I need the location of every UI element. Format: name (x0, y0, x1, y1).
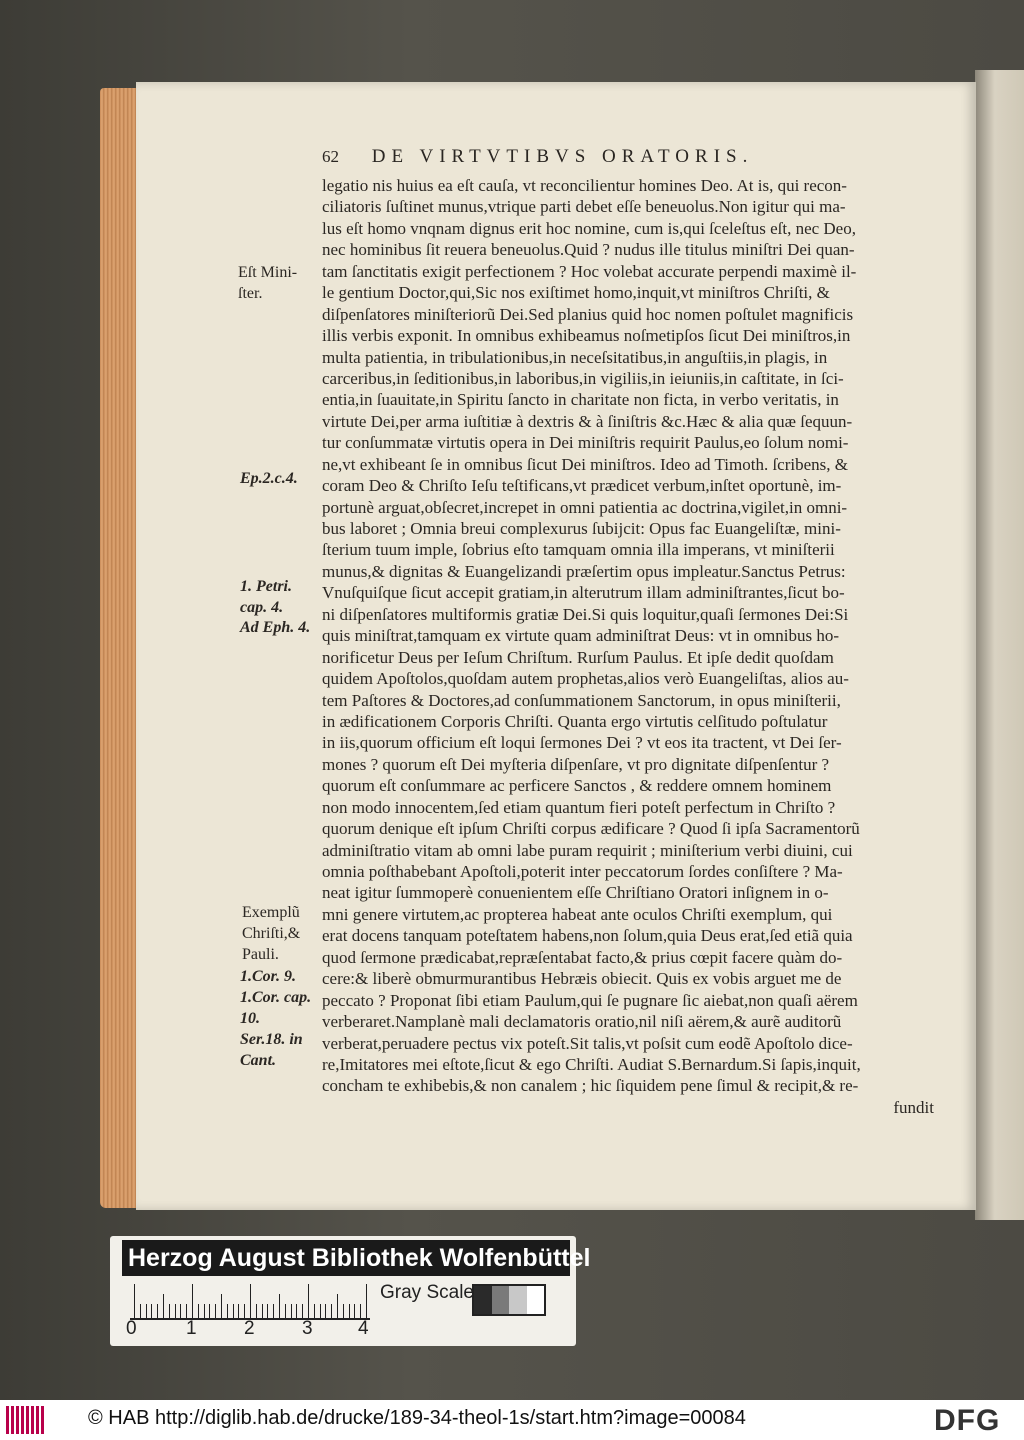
ruler-tick (204, 1304, 205, 1318)
ruler-tick (325, 1304, 326, 1318)
text-line: munus,& dignitas & Euangelizandi præſertim opus impleatur.Sanctus Petrus: (322, 561, 846, 581)
ruler-tick (343, 1304, 344, 1318)
text-line: erat docens tanquam poteſtatem habens,non ſolum,quia Deus erat,ſed etiã quia (322, 926, 853, 946)
ruler-number: 1 (186, 1318, 197, 1339)
ruler-tick (291, 1304, 292, 1318)
text-line: mones ? quorum eſt Dei myſteria diſpenſare, vt pro dignitate diſpenſentur ? (322, 754, 830, 774)
ruler-tick (221, 1294, 222, 1318)
color-calibration-card (110, 1236, 591, 1346)
text-line: quod ſermone prædicabat,repræſentabat facto,& prius cœpit facere quàm do- (322, 947, 843, 967)
text-line: concham te exhibebis,& non canalem ; hic ſiquidem pene ſimul & recipit,& re- (322, 1076, 859, 1096)
running-title: DE VIRTVTIBVS ORATORIS. (371, 146, 754, 167)
text-line: cere:& liberè obmurmurantibus Hebræis obiecit. Quis ex vobis arguet me de (322, 969, 842, 989)
ruler-tick (146, 1304, 147, 1318)
page-edge-gilt (100, 88, 140, 1208)
scale-ruler (130, 1282, 370, 1320)
ruler-tick (320, 1304, 321, 1318)
margin-note-est-minister (238, 262, 297, 304)
ruler-tick (157, 1304, 158, 1318)
margin-note-line: Chriſti,& (242, 925, 301, 942)
margin-note-line: 10. (240, 1010, 260, 1027)
ruler-tick (366, 1284, 367, 1318)
ruler-tick (233, 1304, 234, 1318)
hab-logo-icon (6, 1406, 44, 1434)
text-line: verberat,peruadere pectus vix poteſt.Sit talis,vt poſsit cum eodẽ Apoſtolo dice- (322, 1033, 853, 1053)
ruler-tick (209, 1304, 210, 1318)
text-line: quorum eſt conſummare ac perficere Sanctos , & reddere omnem hominem (322, 776, 832, 796)
text-line: in ædificationem Corporis Chriſti. Quanta ergo virtutis celſitudo poſtulatur (322, 711, 828, 731)
text-line: fundit (893, 1097, 934, 1117)
text-line: entia,in ſuauitate,in Spiritu ſancto in charitate non ficta, in verbo veritatis, in (322, 390, 839, 410)
text-line: verberaret.Namplanè mali declamatoris oratio,nil niſi aërem,& aurẽ auditorũ (322, 1012, 842, 1032)
ruler-tick (180, 1304, 181, 1318)
text-line: re,Imitatores mei eſtote,ſicut & ego Chriſti. Audiat S.Bernardum.Si ſapis,inquit, (322, 1054, 861, 1074)
text-line: le gentium Doctor,qui,Sic nos exiſtimet homo,inquit,vt miniſtros Chriſti, & (322, 283, 830, 303)
text-line: Vnuſquiſque ſicut accepit gratiam,in alterutrum illam adminiſtrantes,ſicut bo- (322, 583, 845, 603)
margin-note-exemplum (242, 902, 300, 965)
text-line: quidem Apoſtolos,quoſdam autem prophetas,alios verò Euangeliſtas, alios au- (322, 669, 849, 689)
ruler-number: 4 (358, 1318, 369, 1339)
library-name: Herzog August Bibliothek Wolfenbüttel (122, 1240, 570, 1276)
gray-swatch (509, 1286, 527, 1314)
ruler-tick (273, 1304, 274, 1318)
margin-note-line: Eſt Mini- (238, 264, 298, 281)
ruler-tick (267, 1304, 268, 1318)
ruler-tick (227, 1304, 228, 1318)
ruler-tick (262, 1304, 263, 1318)
text-line: peccato ? Proponat ſibi etiam Paulum,qui ſe pugnare ſic aiebat,non quaſi aërem (322, 990, 858, 1010)
ruler-tick (140, 1304, 141, 1318)
text-line: quorum denique eſt ipſum Chriſti corpus ædificare ? Quod ſi ipſa Sacramentorũ (322, 819, 860, 839)
ruler-tick (169, 1304, 170, 1318)
ruler-tick (360, 1304, 361, 1318)
ruler-tick (198, 1304, 199, 1318)
gray-swatch (527, 1286, 545, 1314)
dfg-logo: DFG (934, 1404, 1001, 1437)
margin-note-line: ſter. (238, 285, 263, 302)
ruler-tick (186, 1304, 187, 1318)
margin-note-line: Pauli. (242, 946, 279, 963)
text-line: tem Paſtores & Doctores,ad conſummationem Sanctorum, in opus miniſterii, (322, 690, 841, 710)
text-line: lus eſt homo vnqnam dignus erit hoc nomine, cum is,qui ſceleſtus eſt, nec Deo, (322, 218, 856, 238)
text-line: illis verbis exponit. In omnibus exhibeamus noſmetipſos ſicut Dei miniſtros,in (322, 326, 851, 346)
ruler-tick (285, 1304, 286, 1318)
margin-note-cor-refs (240, 966, 311, 1071)
text-line: multa patientia, in tribulationibus,in neceſsitatibus,in anguſtiis,in plagis, in (322, 347, 828, 367)
ruler-number: 0 (126, 1318, 137, 1339)
ruler-tick (314, 1304, 315, 1318)
ruler-tick (192, 1284, 193, 1318)
text-line: portunè arguat,obſecret,increpet in omni patientia ac doctrina,vigilet,in omni- (322, 497, 848, 517)
gray-swatch (474, 1286, 492, 1314)
page-body-text (322, 175, 934, 1118)
margin-note-line: Cant. (240, 1052, 277, 1069)
ruler-tick (244, 1304, 245, 1318)
text-line: virtute Dei,per arma iuſtitiæ à dextris & à ſiniſtris &c.Hæc & alia quæ ſequun- (322, 411, 853, 431)
ruler-tick (302, 1304, 303, 1318)
margin-note-line: 1.Cor. 9. (240, 968, 297, 985)
gray-scale-label: Gray Scale (380, 1282, 474, 1303)
margin-note-petri (240, 576, 292, 618)
text-line: in iis,quorum officium eſt loqui ſermones Dei ? vt eos ita tractent, vt Dei ſer- (322, 733, 842, 753)
viewer-footer (0, 1400, 1024, 1440)
text-line: quis miniſtrat,tamquam ex virtute quam adminiſtrat Deus: vt in omnibus ho- (322, 626, 840, 646)
text-line: tam ſanctitatis exigit perfectionem ? Hoc volebat accurate perpendi maximè il- (322, 261, 857, 281)
text-line: legatio nis huius ea eſt cauſa, vt reconcilientur homines Deo. At is, qui recon- (322, 176, 847, 195)
margin-note-ep2c4: Ep.2.c.4. (240, 470, 298, 487)
ruler-tick (163, 1294, 164, 1318)
text-line: adminiſtratio vitam ab omni labe puram requirit ; miniſterium verbi diuini, cui (322, 840, 853, 860)
text-line: bus laboret ; Omnia breui complexurus ſubijcit: Opus fac Euangeliſtæ, mini- (322, 519, 841, 538)
copyright-url[interactable]: © HAB http://diglib.hab.de/drucke/189-34-theol-1s/start.htm?image=00084 (88, 1407, 746, 1429)
facing-page-edge (975, 70, 1024, 1220)
text-line: ciliatoris ſuſtinet munus,vtrique parti debet eſſe beneuolus.Non igitur qui ma- (322, 197, 846, 217)
ruler-tick (354, 1304, 355, 1318)
text-line: mni genere virtutem,ac propterea habeat ante oculos Chriſti exemplum, qui (322, 904, 833, 924)
gray-scale-swatches (472, 1284, 546, 1316)
margin-note-line: cap. 4. (240, 599, 284, 616)
margin-note-line: Exemplũ (242, 904, 300, 921)
text-line: neat igitur ſummoperè conuenientem eſſe Chriſtiano Oratori inſignem in o- (322, 883, 829, 903)
text-line: diſpenſatores miniſteriorũ Dei.Sed planius quid hoc nomen poſtulet magnificis (322, 304, 854, 324)
gray-swatch (492, 1286, 510, 1314)
ruler-tick (256, 1304, 257, 1318)
ruler-tick (134, 1284, 135, 1318)
text-line: nec hominibus ſit reuera beneuolus.Quid ? nudus ille titulus miniſtri Dei quan- (322, 240, 855, 260)
ruler-tick (175, 1304, 176, 1318)
margin-note-line: 1. Petri. (240, 578, 292, 595)
text-line: omnia poſthabebant Apoſtoli,poterit inter peccatorum ſordes conſiſtere ? Ma- (322, 862, 843, 881)
margin-note-line: 1.Cor. cap. (240, 989, 312, 1006)
ruler-tick (250, 1284, 251, 1318)
ruler-tick (151, 1304, 152, 1318)
margin-note-line: Ser.18. in (240, 1031, 303, 1048)
ruler-tick (308, 1284, 309, 1318)
text-line: carceribus,in ſeditionibus,in laboribus,in vigiliis,in ieiuniis,in caſtitate, in ſci- (322, 368, 844, 388)
text-line: non modo innocentem,ſed etiam quantum fieri poteſt perfectum in Chriſto ? (322, 797, 836, 817)
ruler-tick (279, 1294, 280, 1318)
ruler-tick (215, 1304, 216, 1318)
text-line: ſterium tuum imple, ſobrius eſto tamquam omnia illa imperans, vt miniſterii (322, 540, 835, 560)
ruler-tick (337, 1294, 338, 1318)
ruler-tick (349, 1304, 350, 1318)
running-head (322, 146, 882, 172)
ruler-number: 2 (244, 1318, 255, 1339)
text-line: norificetur Deus per Ieſum Chriſtum. Rurſum Paulus. Et ipſe dedit quoſdam (322, 647, 834, 667)
margin-note-ad-eph: Ad Eph. 4. (240, 619, 311, 636)
ruler-tick (296, 1304, 297, 1318)
ruler-tick (331, 1304, 332, 1318)
page-number: 62 (322, 147, 339, 166)
ruler-tick (238, 1304, 239, 1318)
ruler-number: 3 (302, 1318, 313, 1339)
text-line: ni diſpenſatores multiformis gratiæ Dei.Si quis loquitur,quaſi ſermones Dei:Si (322, 604, 849, 624)
text-line: ne,vt exhibeant ſe in omnibus ſicut Dei miniſtros. Ideo ad Timoth. ſcribens, & (322, 454, 848, 474)
text-line: coram Deo & Chriſto Ieſu teſtificans,vt prædicet verbum,inſtet oportunè, im- (322, 476, 842, 496)
text-line: tur conſummatæ virtutis opera in Dei miniſtris requirit Paulus,eo ſolum nomi- (322, 433, 849, 453)
